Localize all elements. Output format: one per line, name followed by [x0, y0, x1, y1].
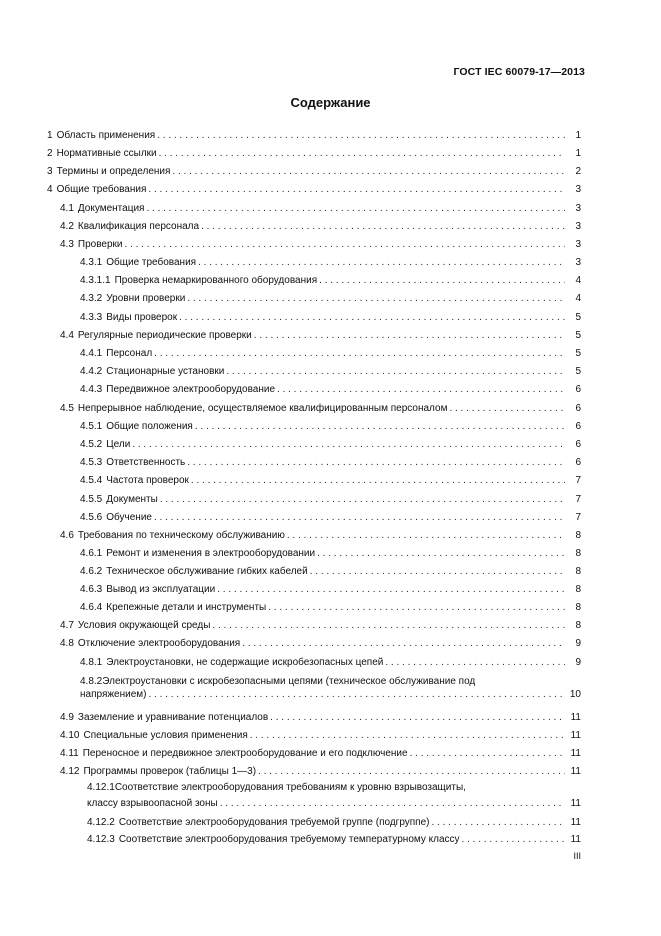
toc-entry-page: 6	[575, 384, 581, 395]
toc-entry-page: 11	[570, 712, 581, 723]
toc-entry-page: 8	[575, 530, 581, 541]
toc-entry-number: 3	[47, 166, 53, 177]
toc-entry-title: Крепежные детали и инструменты	[106, 602, 267, 613]
toc-entry[interactable]	[80, 421, 581, 432]
toc-entry-page: 3	[575, 221, 581, 232]
toc-entry-number: 4.5.6	[80, 512, 103, 523]
toc-entry[interactable]	[80, 293, 581, 304]
toc-entry[interactable]	[60, 403, 581, 414]
toc-entry-number: 4.7	[60, 620, 74, 631]
toc-entry[interactable]	[60, 712, 581, 723]
toc-leader-dots	[198, 257, 565, 268]
toc-entry-title: Проверки	[77, 239, 123, 250]
toc-entry-number: 4.10	[60, 730, 80, 741]
toc-entry[interactable]	[60, 730, 581, 741]
toc-entry-number: 4.6	[60, 530, 74, 541]
toc-entry[interactable]	[87, 834, 581, 845]
toc-entry-page: 6	[575, 403, 581, 414]
toc-entry-page: 11	[570, 766, 581, 777]
toc-leader-dots	[157, 130, 565, 141]
toc-entry-number: 4.11	[60, 748, 79, 759]
toc-entry-page: 5	[575, 312, 581, 323]
toc-entry[interactable]	[80, 602, 581, 613]
toc-entry-number: 4.4.2	[80, 366, 103, 377]
toc-leader-dots	[226, 366, 565, 377]
toc-entry-page: 9	[575, 657, 581, 668]
toc-entry-page: 11	[570, 730, 581, 741]
toc-entry-title: Стационарные установки	[106, 366, 225, 377]
toc-entry-title: Общие требования	[106, 257, 197, 268]
toc-entry-title: Соответствие электрооборудования требуемому температурному классу	[118, 834, 460, 845]
toc-leader-dots	[270, 712, 565, 723]
toc-entry-number: 4.12.3	[87, 834, 115, 845]
toc-leader-dots	[432, 817, 566, 828]
toc-entry[interactable]	[60, 748, 581, 759]
toc-entry[interactable]	[60, 330, 581, 341]
toc-entry[interactable]	[60, 638, 581, 649]
toc-entry[interactable]	[80, 457, 581, 468]
toc-entry[interactable]	[80, 475, 581, 486]
toc-entry[interactable]	[80, 257, 581, 268]
toc-entry-page: 11	[570, 817, 581, 828]
toc-entry-number: 4.2	[60, 221, 74, 232]
toc-leader-dots	[310, 566, 565, 577]
toc-entry-page: 1	[575, 130, 581, 141]
toc-entry-page: 8	[575, 584, 581, 595]
toc-entry-number: 4.8	[60, 638, 74, 649]
toc-entry-number: 4.8.1	[80, 657, 103, 668]
toc-entry-number: 4.3.1	[80, 257, 103, 268]
toc-leader-dots	[159, 148, 565, 159]
page-title: Содержание	[290, 95, 371, 110]
toc-entry-page: 1	[575, 148, 581, 159]
toc-entry-number: 4.3.2	[80, 293, 103, 304]
toc-entry[interactable]	[80, 312, 581, 323]
toc-entry-page: 10	[569, 689, 581, 700]
toc-entry-title: Соответствие электрооборудования требуемой группе (подгруппе)	[118, 817, 430, 828]
toc-leader-dots	[125, 239, 565, 250]
toc-leader-dots	[220, 798, 565, 809]
toc-entry[interactable]	[80, 512, 581, 523]
toc-entry-title: Документы	[106, 494, 158, 505]
toc-entry-page: 6	[575, 421, 581, 432]
toc-leader-dots	[187, 457, 565, 468]
toc-entry-title: Требования по техническому обслуживанию	[77, 530, 285, 541]
toc-entry[interactable]	[80, 348, 581, 359]
toc-entry-title: Термины и определения	[56, 166, 171, 177]
toc-leader-dots	[317, 548, 565, 559]
toc-entry-number: 4.5.1	[80, 421, 103, 432]
toc-entry[interactable]	[80, 676, 581, 700]
toc-entry-title: Общие требования	[56, 184, 147, 195]
toc-entry-title: Область применения	[56, 130, 156, 141]
toc-entry-title: Соответствие электрооборудования требованиям к уровню взрывозащиты,	[114, 782, 466, 793]
toc-entry-page: 11	[570, 748, 581, 759]
toc-entry[interactable]	[80, 275, 581, 286]
toc-leader-dots	[268, 602, 565, 613]
toc-entry[interactable]	[80, 584, 581, 595]
toc-entry-title: Вывод из эксплуатации	[106, 584, 216, 595]
toc-entry-page: 6	[575, 457, 581, 468]
toc-entry-page: 11	[570, 834, 581, 845]
toc-entry-number: 4.3.1.1	[80, 275, 111, 286]
toc-leader-dots	[154, 348, 565, 359]
toc-entry-number: 4.5	[60, 403, 74, 414]
toc-leader-dots	[154, 512, 565, 523]
toc-entry-page: 5	[575, 366, 581, 377]
standard-designation: ГОСТ IEC 60079-17—2013	[453, 66, 585, 78]
toc-leader-dots	[191, 475, 565, 486]
toc-entry-number: 4.5.3	[80, 457, 103, 468]
toc-leader-dots	[254, 330, 565, 341]
toc-entry[interactable]	[60, 203, 581, 214]
toc-entry-title: Условия окружающей среды	[77, 620, 211, 631]
toc-entry-number: 4.6.1	[80, 548, 103, 559]
toc-entry-number: 4.12	[60, 766, 80, 777]
toc-entry[interactable]	[87, 817, 581, 828]
toc-entry-page: 5	[575, 348, 581, 359]
toc-entry[interactable]	[80, 439, 581, 450]
toc-entry-title: Ремонт и изменения в электрооборудовании	[106, 548, 316, 559]
toc-entry-page: 8	[575, 620, 581, 631]
toc-leader-dots	[172, 166, 565, 177]
toc-entry-number: 4.6.4	[80, 602, 103, 613]
toc-entry-number: 4.9	[60, 712, 74, 723]
toc-entry-title: Непрерывное наблюдение, осуществляемое квалифицированным персоналом	[77, 403, 448, 414]
toc-entry[interactable]	[80, 566, 581, 577]
toc-entry-title: Техническое обслуживание гибких кабелей	[106, 566, 308, 577]
toc-leader-dots	[195, 421, 565, 432]
toc-entry-number: 4.3	[60, 239, 74, 250]
toc-entry[interactable]	[60, 766, 581, 777]
toc-leader-dots	[250, 730, 565, 741]
toc-entry-title: Регулярные периодические проверки	[77, 330, 252, 341]
toc-entry[interactable]	[80, 384, 581, 395]
toc-entry-title: Отключение электрооборудования	[77, 638, 241, 649]
toc-entry-title-continuation: напряжением)	[80, 689, 147, 700]
toc-entry-number: 4.1	[60, 203, 74, 214]
toc-entry-number: 4.4	[60, 330, 74, 341]
toc-entry-title: Нормативные ссылки	[56, 148, 157, 159]
toc-entry-number: 4.3.3	[80, 312, 103, 323]
toc-entry-number: 4.6.3	[80, 584, 103, 595]
toc-entry-page: 2	[575, 166, 581, 177]
page-number: III	[573, 851, 581, 861]
toc-entry-number: 4.5.4	[80, 475, 103, 486]
toc-entry[interactable]	[47, 148, 581, 159]
toc-leader-dots	[160, 494, 565, 505]
toc-entry-title: Уровни проверки	[106, 293, 186, 304]
toc-entry-title: Обучение	[106, 512, 152, 523]
toc-entry[interactable]	[87, 782, 581, 809]
toc-entry[interactable]	[60, 239, 581, 250]
toc-entry-number: 4.4.3	[80, 384, 103, 395]
toc-entry-title: Электроустановки с искробезопасными цепями (техническое обслуживание под	[102, 676, 476, 687]
toc-entry[interactable]	[80, 494, 581, 505]
toc-leader-dots	[179, 312, 565, 323]
toc-entry-title: Программы проверок (таблицы 1—3)	[83, 766, 257, 777]
toc-entry[interactable]	[47, 184, 581, 195]
toc-entry[interactable]	[80, 366, 581, 377]
toc-entry-number: 1	[47, 130, 53, 141]
toc-leader-dots	[146, 203, 565, 214]
toc-entry-page: 7	[575, 475, 581, 486]
toc-leader-dots	[201, 221, 565, 232]
toc-entry-title: Ответственность	[106, 457, 186, 468]
toc-entry-title: Общие положения	[106, 421, 193, 432]
toc-entry-page: 4	[575, 275, 581, 286]
toc-entry-title: Виды проверок	[106, 312, 178, 323]
toc-entry-title: Частота проверок	[106, 475, 189, 486]
toc-entry-page: 3	[575, 239, 581, 250]
toc-leader-dots	[449, 403, 565, 414]
toc-entry-number: 4.12.2	[87, 817, 115, 828]
toc-entry-page: 3	[575, 203, 581, 214]
toc-entry-number: 4	[47, 184, 53, 195]
toc-entry[interactable]	[47, 166, 581, 177]
toc-entry-title: Цели	[106, 439, 131, 450]
toc-entry-number: 4.4.1	[80, 348, 103, 359]
toc-entry-title: Специальные условия применения	[83, 730, 248, 741]
toc-entry-number: 4.12.1	[87, 782, 115, 793]
toc-entry-title: Электроустановки, не содержащие искробезопасных цепей	[106, 657, 384, 668]
toc-entry-page: 3	[575, 257, 581, 268]
toc-leader-dots	[319, 275, 565, 286]
toc-leader-dots	[149, 689, 566, 700]
toc-entry-title: Квалификация персонала	[77, 221, 200, 232]
toc-entry[interactable]	[60, 530, 581, 541]
toc-leader-dots	[242, 638, 565, 649]
toc-leader-dots	[132, 439, 565, 450]
toc-entry-title: Документация	[77, 203, 145, 214]
toc-entry-page: 8	[575, 548, 581, 559]
toc-leader-dots	[217, 584, 565, 595]
toc-leader-dots	[212, 620, 565, 631]
toc-leader-dots	[258, 766, 565, 777]
toc-leader-dots	[277, 384, 565, 395]
toc-leader-dots	[410, 748, 565, 759]
toc-entry-title-continuation: классу взрывоопасной зоны	[87, 798, 218, 809]
toc-leader-dots	[462, 834, 565, 845]
toc-entry-page: 11	[570, 798, 581, 809]
toc-entry[interactable]	[47, 130, 581, 141]
toc-entry-page: 7	[575, 512, 581, 523]
toc-entry[interactable]	[60, 221, 581, 232]
toc-entry-number: 4.5.2	[80, 439, 103, 450]
toc-entry-title: Передвижное электрооборудование	[106, 384, 276, 395]
toc-leader-dots	[148, 184, 565, 195]
toc-entry-page: 7	[575, 494, 581, 505]
toc-entry-title: Персонал	[106, 348, 153, 359]
toc-entry-number: 4.6.2	[80, 566, 103, 577]
toc-entry-number: 4.8.2	[80, 676, 103, 687]
toc-entry[interactable]	[80, 548, 581, 559]
toc-leader-dots	[287, 530, 565, 541]
toc-entry-page: 8	[575, 602, 581, 613]
toc-leader-dots	[385, 657, 565, 668]
toc-entry-page: 6	[575, 439, 581, 450]
toc-entry-page: 3	[575, 184, 581, 195]
toc-entry-page: 5	[575, 330, 581, 341]
toc-entry-title: Переносное и передвижное электрооборудование и его подключение	[82, 748, 408, 759]
toc-entry-title: Проверка немаркированного оборудования	[114, 275, 318, 286]
toc-entry-page: 8	[575, 566, 581, 577]
toc-entry-page: 4	[575, 293, 581, 304]
toc-entry[interactable]	[80, 657, 581, 668]
toc-entry[interactable]	[60, 620, 581, 631]
toc-entry-title: Заземление и уравнивание потенциалов	[77, 712, 269, 723]
toc-entry-page: 9	[575, 638, 581, 649]
toc-entry-number: 4.5.5	[80, 494, 103, 505]
toc-entry-number: 2	[47, 148, 53, 159]
toc-leader-dots	[187, 293, 565, 304]
